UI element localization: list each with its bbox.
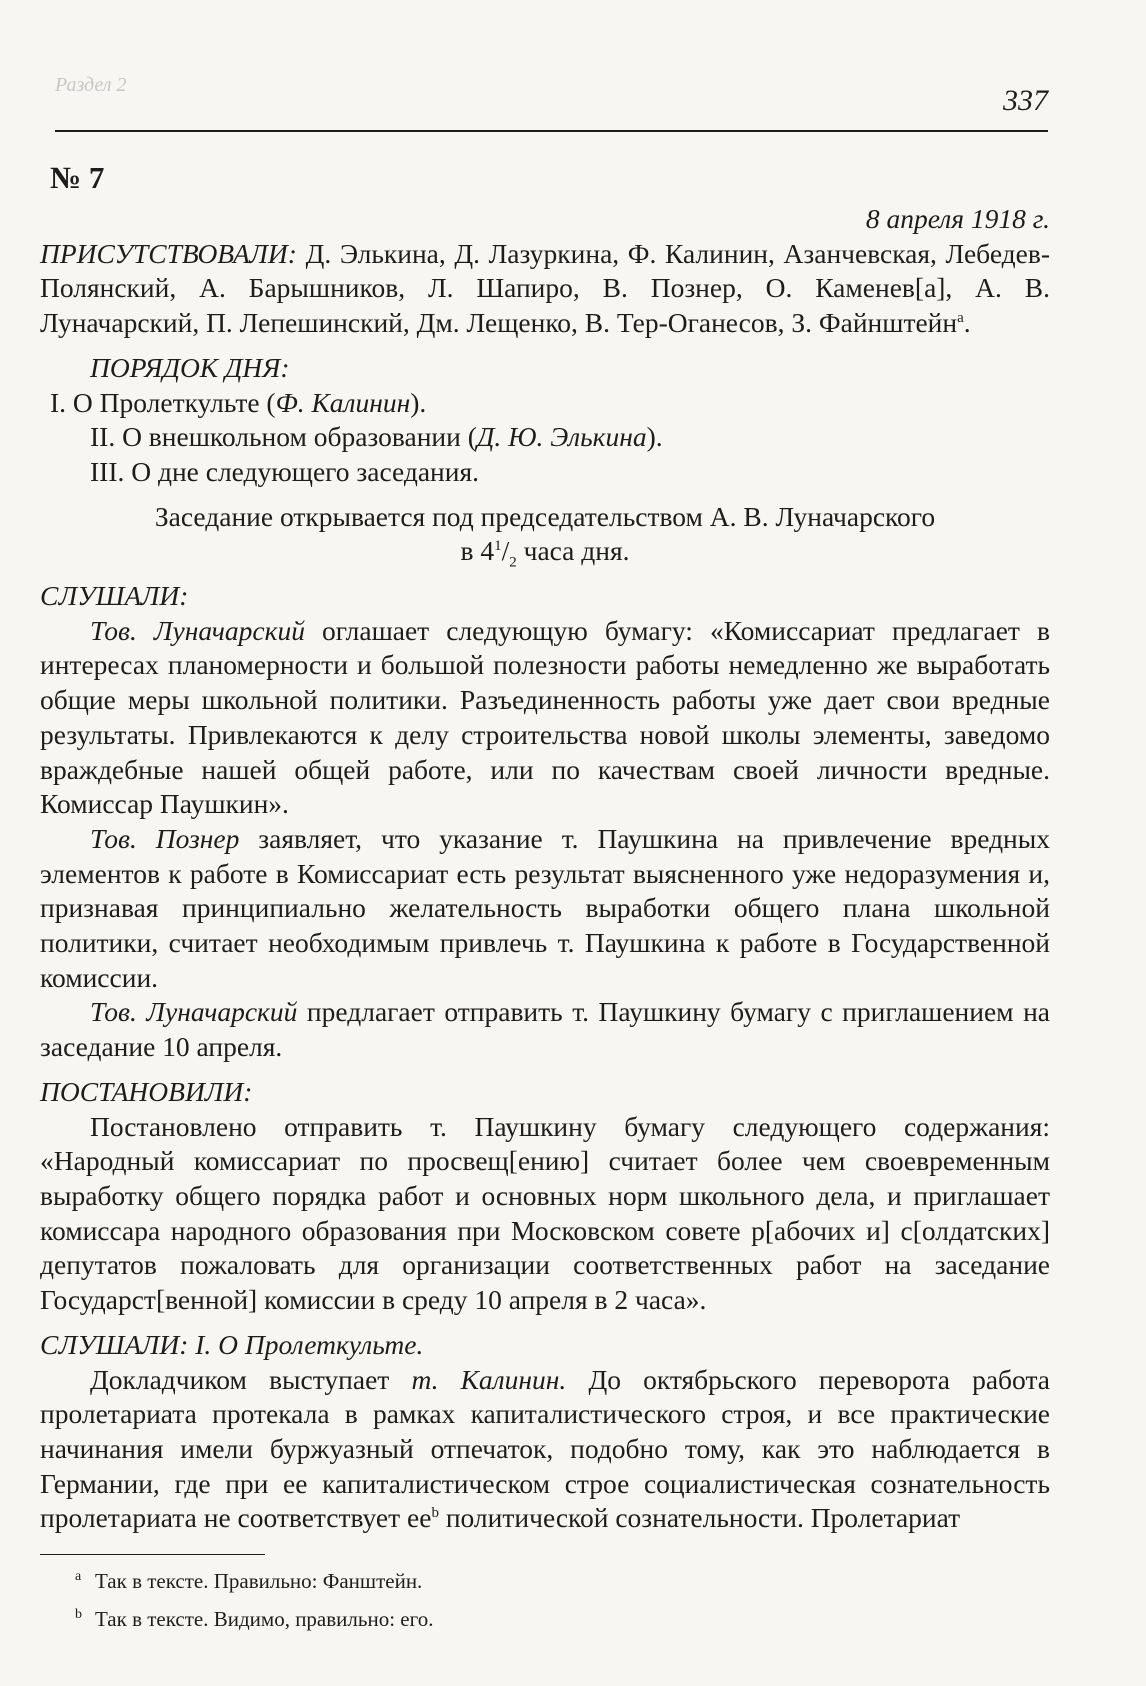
resolved-heading: ПОСТАНОВИЛИ: bbox=[40, 1075, 253, 1107]
opening-line-2: в $4^1/_2$ часа дня. bbox=[460, 535, 630, 571]
paragraph-pozner: Тов. Познер заявляет, что указание т. Паушкина на привлечение вредных элементов к работе в Комиссариат есть результат выясненного уже недоразумения и, признавая принципиально желательность выработки общего плана школьной политики, считает необходимым привлечь т. Паушкина к работе в Государственной комиссии. bbox=[40, 822, 1051, 993]
header-rule bbox=[55, 130, 1048, 132]
running-head: Раздел 2 bbox=[55, 74, 127, 96]
footnote-ref-b: b bbox=[431, 1505, 439, 1522]
document-number: № 7 bbox=[50, 160, 105, 195]
footnote-a: a Так в тексте. Правильно: Фанштейн. bbox=[75, 1569, 423, 1593]
agenda-item-3: III. О дне следующего заседания. bbox=[90, 455, 480, 487]
paragraph-resolution: Постановлено отправить т. Паушкину бумагу следующего содержания: «Народный комиссариат по просвещ[ению] считает более чем своевременным выработку общего порядка работ и основных норм школьного дела, и приглашает комиссара народного образования при Московском совете р[абочих и] с[олдатских] депутатов пожаловать для организации соответственных работ на заседание Государст[венной] комиссии в среду 10 апреля в 2 часа». bbox=[40, 1110, 1050, 1316]
footnote-ref-a: a bbox=[957, 309, 964, 326]
attendees-label: ПРИСУТСТВОВАЛИ: bbox=[40, 237, 297, 269]
attendees-end: . bbox=[963, 307, 971, 339]
document-body bbox=[40, 158, 1050, 1536]
attendees-list: Д. Элькина, Д. Лазуркина, Ф. Калинин, Азанчевская, Лебедев-Полянский, А. Барышников, Л. Шапиро, В. Познер, О. Каменев[а], А. В. Луначарский, П. Лепешинский, Дм. Лещенко, В. Тер-Оганесов, З. Файнштейн bbox=[40, 237, 1050, 339]
paragraph-lunacharsky-1: Тов. Луначарский оглашает следующую бумагу: «Комиссариат предлагает в интересах планомерности и большой полезности работы немедленно же выработать общие меры школьной политики. Разъединенность работы уже дает свои вредные результаты. Привлекаются к делу строительства новой школы элементы, заведомо враждебные нашей общей работе, или по качествам своей личности вредные. Комиссар Паушкин». bbox=[40, 614, 1050, 820]
page-number: 337 bbox=[1003, 84, 1048, 117]
agenda-heading: ПОРЯДОК ДНЯ: bbox=[90, 351, 290, 383]
footnote-b: b Так в тексте. Видимо, правильно: его. bbox=[75, 1607, 434, 1631]
agenda-item-2: II. О внешкольном образовании (Д. Ю. Элькина). bbox=[90, 421, 663, 453]
paragraph-kalinin-report: Докладчиком выступает т. Калинин. До октябрьского переворота работа пролетариата протекала в рамках капиталистического строя, и все практические начинания имели буржуазный отпечаток, подобно тому, как это наблюдается в Германии, где при ее капиталистическом строе социалистическая сознательность пролетариата не соответствует $ее^b$ политической сознательности. Пролетариат bbox=[40, 1363, 1050, 1534]
paragraph-lunacharsky-2: Тов. Луначарский предлагает отправить т. Паушкину бумагу с приглашением на заседание 10 апреля. bbox=[40, 996, 1050, 1063]
document-date: 8 апреля 1918 г. bbox=[865, 203, 1050, 234]
agenda-item-1: I. О Пролеткульте (Ф. Калинин). bbox=[50, 386, 427, 418]
attendees-paragraph bbox=[40, 237, 1050, 341]
footnote-rule bbox=[40, 1554, 265, 1555]
footnotes bbox=[75, 1562, 433, 1638]
heard-heading-proletkult: СЛУШАЛИ: I. О Пролеткульте. bbox=[40, 1328, 424, 1360]
heard-heading: СЛУШАЛИ: bbox=[40, 580, 189, 612]
opening-line-1: Заседание открывается под председательством А. В. Луначарского bbox=[154, 500, 936, 532]
